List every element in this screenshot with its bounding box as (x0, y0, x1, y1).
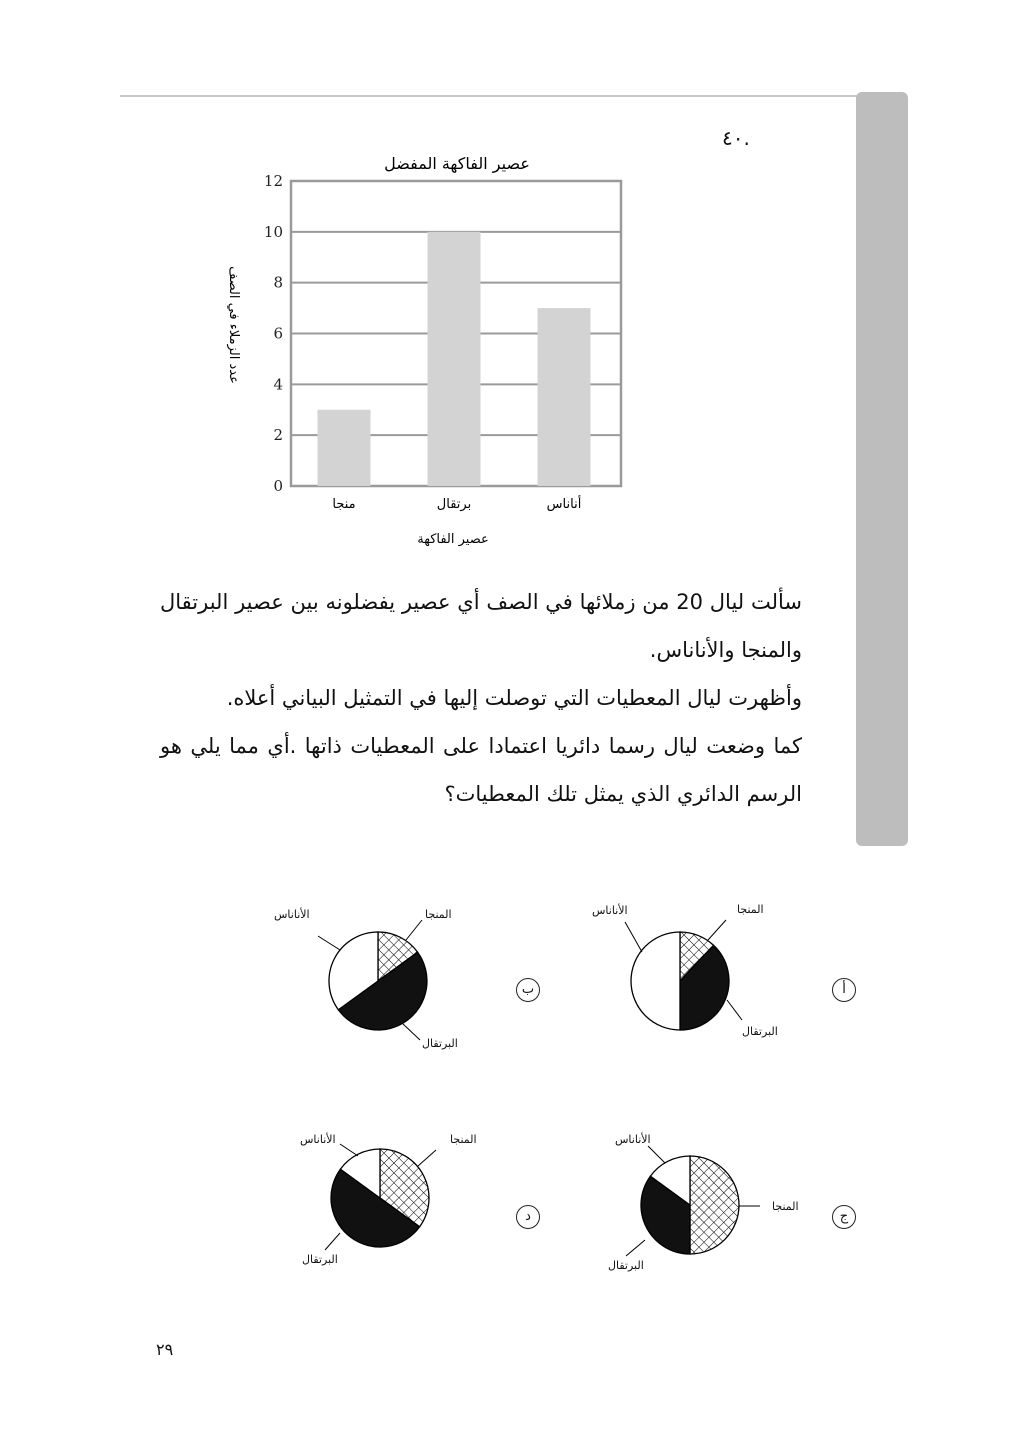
x-tick-labels (332, 495, 581, 512)
question-text (160, 578, 802, 818)
label-orange-a: البرتقال (742, 1025, 778, 1038)
y-tick-label: 4 (273, 375, 283, 394)
y-tick-label: 12 (263, 172, 283, 190)
bar-chart (200, 145, 640, 555)
option-b[interactable] (270, 900, 540, 1070)
pie-chart-a (590, 900, 860, 1050)
question-number: .٤٠ (722, 126, 750, 150)
chart-title: عصير الفاكهة المفضل (384, 154, 530, 173)
label-mango-c: المنجا (772, 1200, 799, 1213)
question-paragraph-2: وأظهرت ليال المعطيات التي توصلت إليها في التمثيل البياني أعلاه. (226, 686, 802, 710)
label-mango-b: المنجا (425, 908, 452, 921)
y-tick-label: 6 (273, 324, 283, 343)
label-orange-c: البرتقال (608, 1259, 644, 1272)
y-tick-labels (264, 172, 283, 495)
x-tick-label: برتقال (436, 497, 472, 512)
option-d[interactable] (290, 1128, 560, 1298)
option-letter-c[interactable]: ج (832, 1205, 856, 1229)
pie-chart-c (600, 1128, 870, 1278)
y-tick-label: 10 (263, 222, 283, 241)
pie-slice-mango (690, 1156, 739, 1254)
option-a[interactable] (590, 900, 860, 1070)
label-mango-d: المنجا (450, 1133, 477, 1146)
x-axis-label: عصير الفاكهة (417, 532, 489, 547)
y-axis-label: عدد الزملاء في الصف (226, 266, 241, 384)
bars (318, 232, 591, 486)
y-tick-label: 0 (273, 477, 283, 495)
label-pineapple-d: الأناناس (300, 1133, 336, 1146)
x-tick-label: أناناس (546, 497, 582, 512)
bar-0 (318, 410, 371, 486)
y-tick-label: 8 (273, 273, 283, 292)
page-number: ٢٩ (156, 1340, 174, 1359)
label-pineapple-b: الأناناس (274, 908, 310, 921)
option-c[interactable] (600, 1128, 870, 1298)
question-paragraph-3: كما وضعت ليال رسما دائريا اعتمادا على المعطيات ذاتها .أي مما يلي هو الرسم الدائري الذي يمثل تلك المعطيات؟ (160, 734, 802, 806)
option-letter-d[interactable]: د (516, 1205, 540, 1229)
bar-2 (538, 308, 591, 486)
pie-chart-b (270, 900, 540, 1050)
label-orange-d: البرتقال (302, 1253, 338, 1266)
label-pineapple-a: الأناناس (592, 904, 628, 917)
y-tick-label: 2 (273, 426, 283, 445)
bar-1 (428, 232, 481, 486)
side-tab (856, 92, 908, 846)
option-letter-b[interactable]: ب (516, 978, 540, 1002)
top-rule (120, 95, 865, 97)
option-letter-a[interactable]: أ (832, 978, 856, 1002)
question-paragraph-1: سألت ليال 20 من زملائها في الصف أي عصير يفضلونه بين عصير البرتقال والمنجا والأناناس. (160, 590, 802, 662)
x-tick-label: منجا (332, 497, 356, 512)
label-pineapple-c: الأناناس (615, 1133, 651, 1146)
label-orange-b: البرتقال (422, 1037, 458, 1050)
pie-slice-pineapple (631, 932, 680, 1030)
label-mango-a: المنجا (737, 903, 764, 916)
